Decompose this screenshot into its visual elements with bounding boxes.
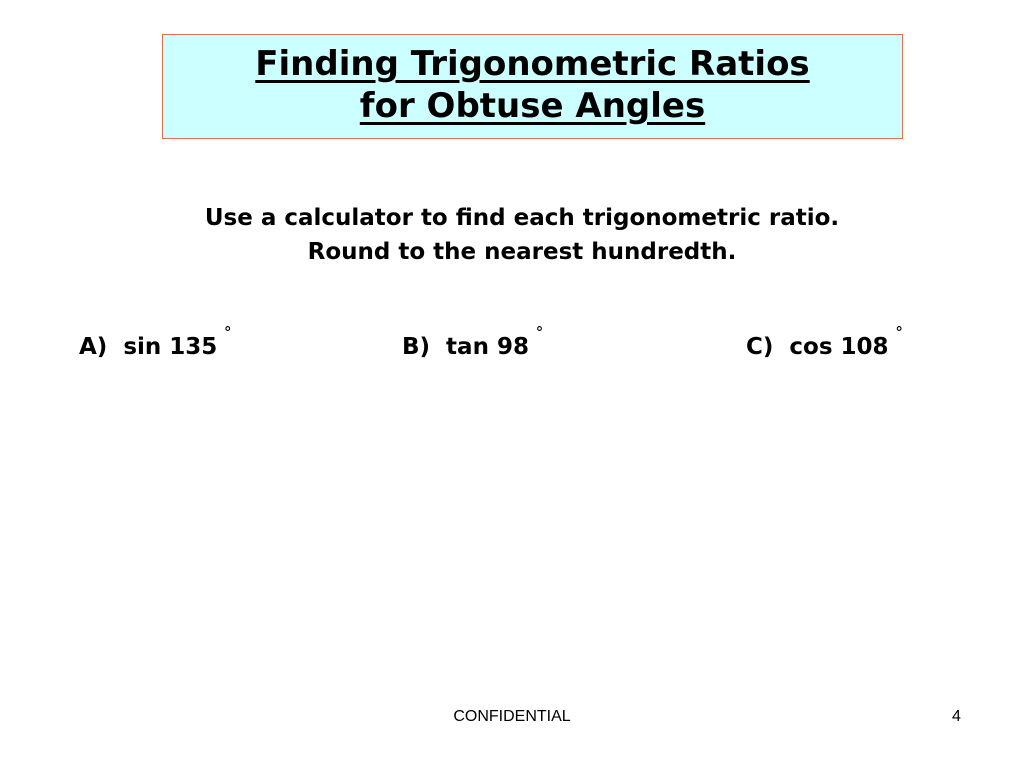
degree-symbol: ˚ [894, 326, 904, 347]
instructions-text [0, 201, 1024, 269]
instructions-line-2: Round to the nearest hundredth. [307, 239, 737, 265]
degree-symbol: ˚ [534, 326, 544, 347]
slide-title-line-1: Finding Trigonometric Ratios [255, 44, 810, 84]
footer-page-number: 4 [952, 708, 961, 725]
instructions-line-1: Use a calculator to find each trigonometric ratio. [204, 205, 840, 231]
degree-symbol: ˚ [223, 326, 233, 347]
slide-title-box [162, 34, 903, 139]
problem-a-label: A) sin 135 [79, 334, 218, 360]
problem-c [746, 326, 904, 366]
problem-a [79, 326, 233, 366]
slide-title-line-2: for Obtuse Angles [359, 86, 706, 126]
problem-c-label: C) cos 108 [746, 334, 889, 360]
problem-b [402, 326, 544, 366]
footer-confidential: CONFIDENTIAL [453, 708, 571, 725]
problem-b-label: B) tan 98 [402, 334, 529, 360]
